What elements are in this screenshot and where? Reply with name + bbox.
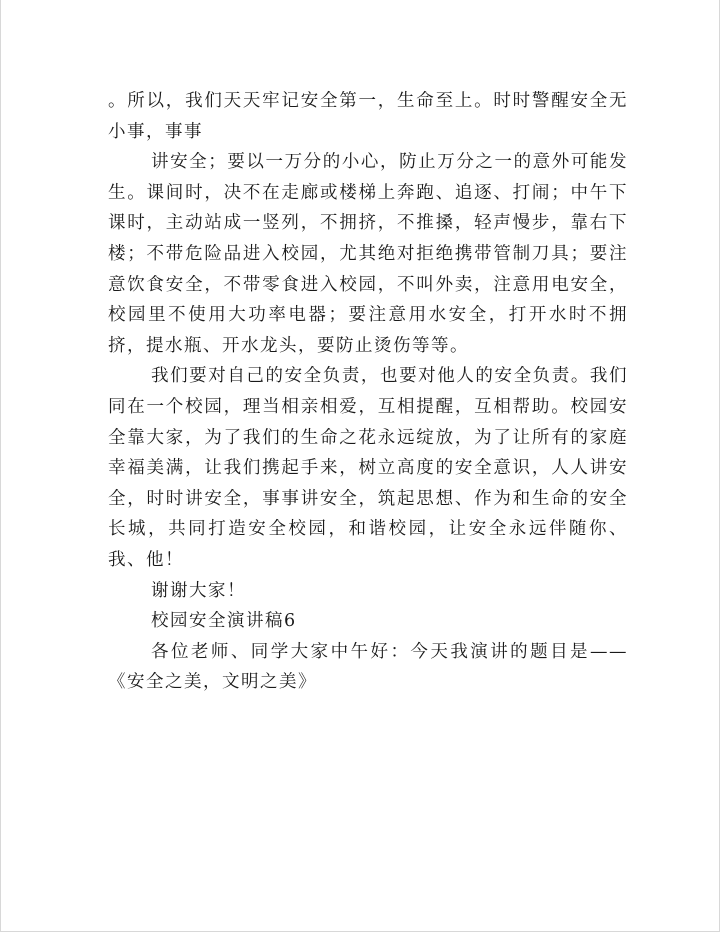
paragraph-continuation: 。所以，我们天天牢记安全第一，生命至上。时时警醒安全无小事，事事	[108, 91, 628, 142]
paragraph-safety-rules: 讲安全；要以一万分的小心，防止万分之一的意外可能发生。课间时，决不在走廊或楼梯上奔跑、追逐、打闹；中午下课时，主动站成一竖列，不拥挤，不推搡，轻声慢步，靠右下楼；不带危险品进入校园，尤其绝对拒绝携带管制刀具；要注意饮食安全，不带零食进入校园，不叫外卖，注意用电安全，校园里不使用大功率电器；要注意用水安全，打开水时不拥挤，提水瓶、开水龙头，要防止烫伤等等。	[108, 152, 628, 356]
paragraph-greeting: 各位老师、同学大家中午好：今天我演讲的题目是——《安全之美，文明之美》	[108, 641, 628, 693]
speech-heading: 校园安全演讲稿6	[151, 611, 297, 632]
paragraph-responsibility: 我们要对自己的安全负责，也要对他人的安全负责。我们同在一个校园，理当相亲相爱，互相提醒，互相帮助。校园安全靠大家，为了我们的生命之花永远绽放，为了让所有的家庭幸福美满，让我们携起手来，树立高度的安全意识，人人讲安全，时时讲安全，事事讲安全，筑起思想、作为和生命的安全长城，共同打造安全校园，和谐校园，让安全永远伴随你、我、他！	[108, 366, 628, 570]
document-body	[108, 86, 628, 698]
paragraph-thanks: 谢谢大家！	[151, 580, 246, 601]
